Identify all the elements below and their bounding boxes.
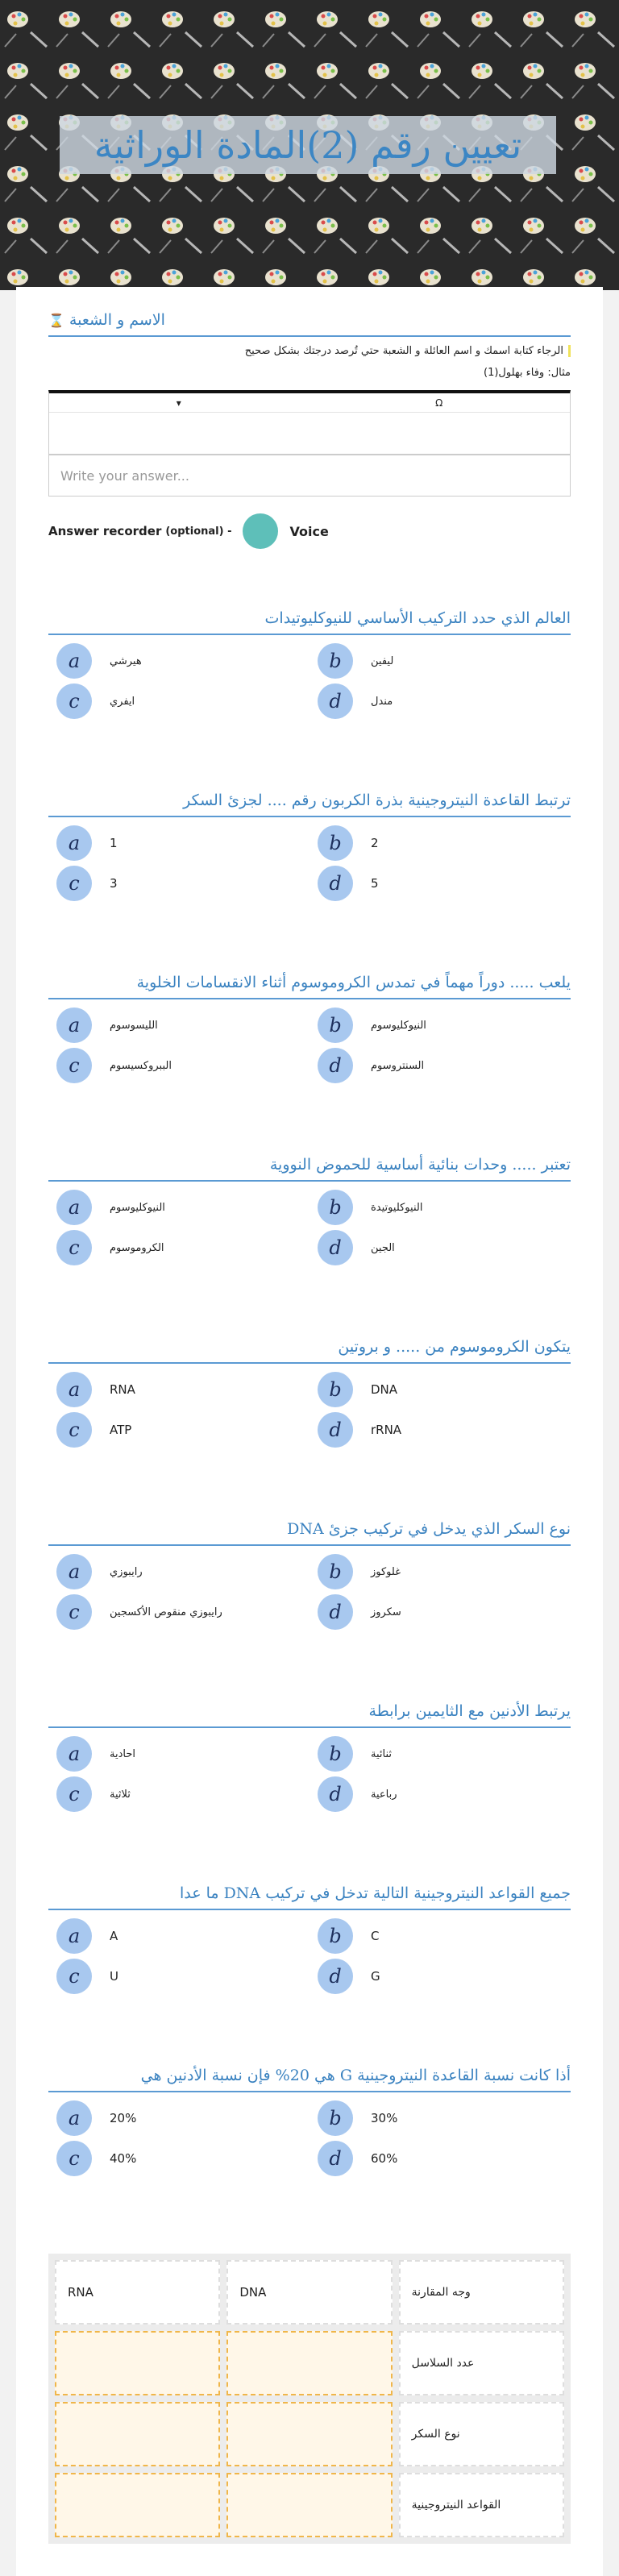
option-letter-badge: a (56, 825, 92, 861)
option-a[interactable] (48, 1372, 310, 1407)
option-a[interactable] (48, 825, 310, 861)
name-answer-input[interactable]: Write your answer... (48, 455, 571, 497)
option-letter-badge: b (318, 1372, 353, 1407)
option-letter-badge: b (318, 2100, 353, 2136)
option-c[interactable] (48, 1230, 310, 1265)
row-label-bases: القواعد النيتروجينية (399, 2473, 564, 2537)
option-letter-badge: b (318, 1008, 353, 1043)
name-section-label: الاسم و الشعبة (69, 311, 165, 329)
question-1 (48, 609, 571, 719)
recorder-optional: (optional) - (165, 525, 232, 538)
option-a[interactable] (48, 1190, 310, 1225)
name-instructions: الرجاء كتابة اسمك و اسم العائلة و الشعبة حتي تُرصد درجتك بشكل صحيح (48, 345, 571, 357)
options-grid (48, 643, 571, 719)
option-b[interactable] (310, 1554, 571, 1589)
option-a[interactable] (48, 643, 310, 679)
rich-text-editor[interactable] (48, 390, 571, 455)
option-d[interactable] (310, 1959, 571, 1994)
dropdown-icon[interactable]: ▾ (176, 397, 181, 409)
option-letter-badge: c (56, 1048, 92, 1083)
option-c[interactable] (48, 1594, 310, 1630)
option-d[interactable] (310, 1412, 571, 1448)
drop-zone-dna-bases[interactable] (226, 2473, 392, 2537)
option-c[interactable] (48, 683, 310, 719)
option-c[interactable] (48, 2141, 310, 2176)
option-a[interactable] (48, 1008, 310, 1043)
drop-zone-rna-strands[interactable] (55, 2331, 220, 2395)
option-d[interactable] (310, 683, 571, 719)
option-text: rRNA (371, 1423, 402, 1437)
option-text: 1 (110, 836, 118, 850)
option-letter-badge: a (56, 643, 92, 679)
option-letter-badge: a (56, 1190, 92, 1225)
options-grid (48, 825, 571, 901)
option-letter-badge: b (318, 1736, 353, 1772)
omega-symbol-icon[interactable]: Ω (435, 397, 443, 409)
option-text: 2 (371, 836, 379, 850)
drop-zone-rna-bases[interactable] (55, 2473, 220, 2537)
options-grid (48, 1918, 571, 1994)
name-section-title (48, 311, 571, 337)
option-text: الجين (371, 1241, 395, 1254)
option-text: ثنائية (371, 1747, 393, 1760)
option-text: هيرشي (110, 654, 142, 667)
table-header-rna: RNA (55, 2260, 220, 2325)
option-b[interactable] (310, 825, 571, 861)
option-letter-badge: c (56, 1594, 92, 1630)
answer-recorder (48, 511, 571, 551)
option-c[interactable] (48, 1048, 310, 1083)
option-b[interactable] (310, 1008, 571, 1043)
option-letter-badge: c (56, 2141, 92, 2176)
question-title: يتكون الكروموسوم من ..... و بروتين (48, 1338, 571, 1364)
option-text: 3 (110, 876, 118, 891)
options-grid (48, 1190, 571, 1265)
option-text: RNA (110, 1382, 135, 1397)
header-banner (0, 0, 619, 290)
option-text: DNA (371, 1382, 398, 1397)
question-3 (48, 974, 571, 1083)
option-c[interactable] (48, 866, 310, 901)
option-letter-badge: a (56, 2100, 92, 2136)
option-letter-badge: d (318, 1959, 353, 1994)
table-header-comparison: وجه المقارنة (399, 2260, 564, 2325)
option-d[interactable] (310, 2141, 571, 2176)
row-label-strands: عدد السلاسل (399, 2331, 564, 2395)
option-letter-badge: a (56, 1918, 92, 1954)
recorder-label: Answer recorder (48, 524, 162, 538)
option-letter-badge: d (318, 2141, 353, 2176)
option-letter-badge: a (56, 1372, 92, 1407)
drop-zone-rna-sugar[interactable] (55, 2402, 220, 2466)
option-letter-badge: d (318, 1776, 353, 1812)
option-a[interactable] (48, 1918, 310, 1954)
option-text: 60% (371, 2151, 398, 2166)
option-text: النيوكليوسوم (371, 1019, 426, 1032)
option-b[interactable] (310, 1372, 571, 1407)
question-4 (48, 1156, 571, 1265)
options-grid (48, 1372, 571, 1448)
option-b[interactable] (310, 1918, 571, 1954)
option-c[interactable] (48, 1776, 310, 1812)
option-d[interactable] (310, 1594, 571, 1630)
option-b[interactable] (310, 643, 571, 679)
option-letter-badge: b (318, 825, 353, 861)
option-text: الببروكسيسوم (110, 1059, 172, 1072)
option-letter-badge: d (318, 683, 353, 719)
option-d[interactable] (310, 1230, 571, 1265)
option-letter-badge: c (56, 683, 92, 719)
question-title: يرتبط الأدنين مع الثايمين برابطة (48, 1702, 571, 1728)
option-text: 40% (110, 2151, 137, 2166)
option-d[interactable] (310, 1776, 571, 1812)
options-grid (48, 1736, 571, 1812)
question-7 (48, 1702, 571, 1812)
option-letter-badge: b (318, 1554, 353, 1589)
form-card (16, 287, 603, 2576)
drop-zone-dna-sugar[interactable] (226, 2402, 392, 2466)
option-letter-badge: a (56, 1736, 92, 1772)
option-text: ATP (110, 1423, 132, 1437)
options-grid (48, 1008, 571, 1083)
question-9 (48, 2067, 571, 2176)
options-grid (48, 1554, 571, 1630)
option-letter-badge: d (318, 1594, 353, 1630)
option-letter-badge: c (56, 1412, 92, 1448)
name-example: مثال: وفاء بهلول(1) (483, 367, 571, 379)
voice-label: Voice (289, 523, 329, 539)
option-text: مندل (371, 695, 393, 708)
question-5 (48, 1338, 571, 1448)
option-text: النيوكليوتيدة (371, 1201, 423, 1214)
option-text: النيوكليوسوم (110, 1201, 165, 1214)
option-letter-badge: d (318, 1412, 353, 1448)
option-letter-badge: c (56, 866, 92, 901)
option-letter-badge: b (318, 1190, 353, 1225)
record-voice-button[interactable] (243, 513, 278, 549)
option-a[interactable] (48, 1736, 310, 1772)
option-text: G (371, 1969, 380, 1984)
option-letter-badge: d (318, 1048, 353, 1083)
option-text: ليفين (371, 654, 394, 667)
option-text: U (110, 1969, 118, 1984)
drop-zone-dna-strands[interactable] (226, 2331, 392, 2395)
option-letter-badge: c (56, 1959, 92, 1994)
option-text: السنتروسوم (371, 1059, 425, 1072)
option-d[interactable] (310, 866, 571, 901)
option-text: الكروموسوم (110, 1241, 164, 1254)
question-title: العالم الذي حدد التركيب الأساسي للنيوكليوتيدات (48, 609, 571, 635)
option-b[interactable] (310, 1190, 571, 1225)
option-text: 20% (110, 2111, 137, 2125)
options-grid (48, 2100, 571, 2176)
option-text: احادية (110, 1747, 135, 1760)
row-label-sugar: نوع السكر (399, 2402, 564, 2466)
question-8 (48, 1884, 571, 1994)
option-letter-badge: c (56, 1776, 92, 1812)
question-6 (48, 1520, 571, 1630)
option-b[interactable] (310, 1736, 571, 1772)
option-text: 5 (371, 876, 379, 891)
option-text: الليسوسوم (110, 1019, 158, 1032)
question-title: جميع القواعد النيتروجينية التالية تدخل في تركيب DNA ما عدا (48, 1884, 571, 1910)
option-a[interactable] (48, 2100, 310, 2136)
option-letter-badge: a (56, 1554, 92, 1589)
option-letter-badge: d (318, 866, 353, 901)
question-title: نوع السكر الذي يدخل في تركيب جزئ DNA (48, 1520, 571, 1546)
option-letter-badge: c (56, 1230, 92, 1265)
option-b[interactable] (310, 2100, 571, 2136)
page-title: تعيين رقم (2)المادة الوراثية (60, 116, 556, 174)
question-title: أذا كانت نسبة القاعدة النيتروجينية G هي 20% فإن نسبة الأدنين هي (48, 2067, 571, 2092)
table-header-dna: DNA (226, 2260, 392, 2325)
comparison-table (48, 2254, 571, 2544)
option-text: A (110, 1929, 118, 1943)
option-c[interactable] (48, 1412, 310, 1448)
question-title: ترتبط القاعدة النيتروجينية بذرة الكربون رقم .... لجزئ السكر (48, 791, 571, 817)
option-d[interactable] (310, 1048, 571, 1083)
question-title: تعتبر ..... وحدات بنائية أساسية للحموض النووية (48, 1156, 571, 1182)
option-text: سكروز (371, 1606, 401, 1618)
option-text: رايبوزي (110, 1565, 143, 1578)
editor-toolbar (49, 393, 570, 413)
option-a[interactable] (48, 1554, 310, 1589)
option-letter-badge: d (318, 1230, 353, 1265)
option-text: C (371, 1929, 380, 1943)
option-letter-badge: b (318, 643, 353, 679)
option-letter-badge: a (56, 1008, 92, 1043)
option-text: 30% (371, 2111, 398, 2125)
hourglass-icon: ⌛ (48, 312, 64, 328)
option-text: رايبوزي منقوص الأكسجين (110, 1606, 222, 1618)
question-2 (48, 791, 571, 901)
option-text: ثلاثية (110, 1788, 131, 1801)
option-text: غلوكوز (371, 1565, 401, 1578)
option-c[interactable] (48, 1959, 310, 1994)
option-letter-badge: b (318, 1918, 353, 1954)
option-text: ايفري (110, 695, 135, 708)
question-title: يلعب ..... دوراً مهماً في تمدس الكروموسوم أثناء الانقسامات الخلوية (48, 974, 571, 999)
option-text: رباعية (371, 1788, 397, 1801)
